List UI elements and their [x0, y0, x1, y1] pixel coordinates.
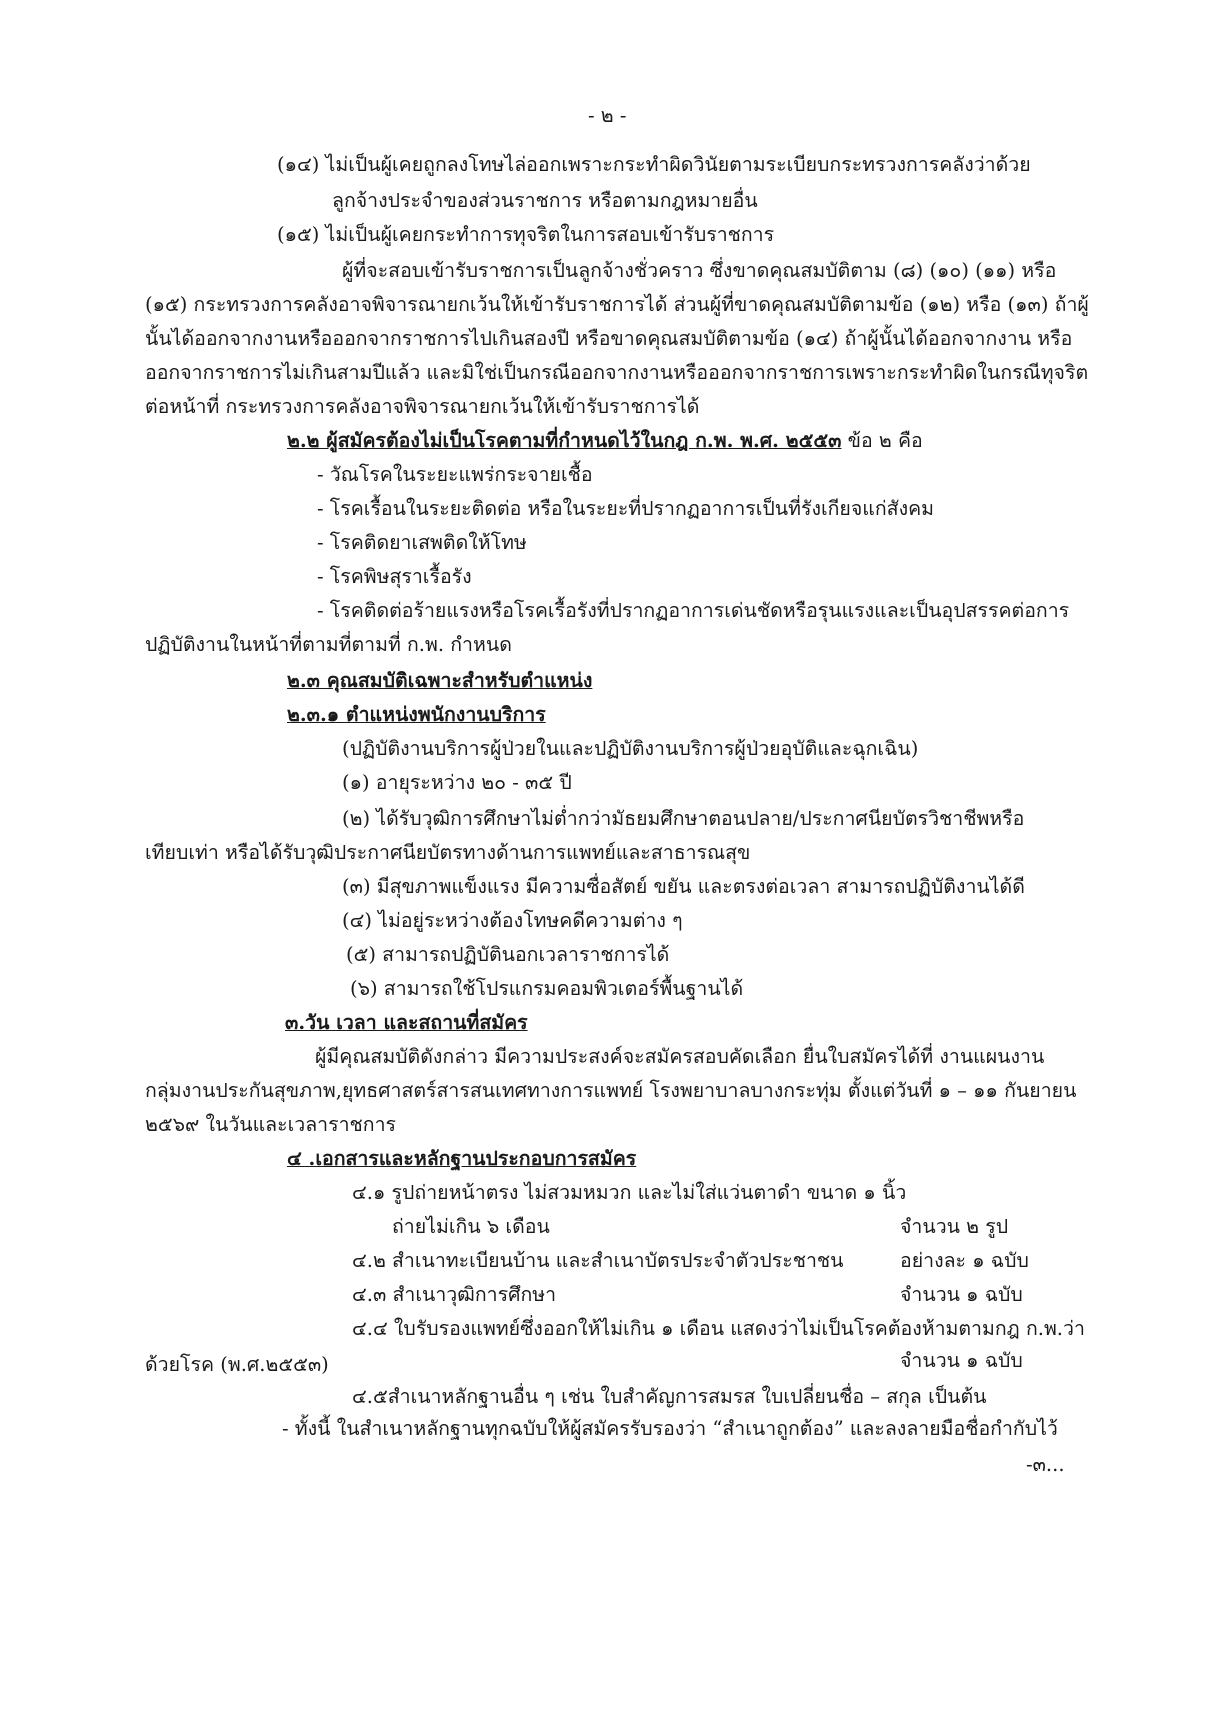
- disease-item-3: - โรคติดยาเสพติดให้โทษ: [317, 531, 527, 554]
- document-4-3-amount: จำนวน ๑ ฉบับ: [900, 1283, 1023, 1306]
- exemption-paragraph-line-1: ผู้ที่จะสอบเข้ารับราชการเป็นลูกจ้างชั่วคราว ซึ่งขาดคุณสมบัติตาม (๘) (๑๐) (๑๑) หรือ: [342, 259, 1057, 282]
- exemption-paragraph-line-2: (๑๕) กระทรวงการคลังอาจพิจารณายกเว้นให้เข้ารับราชการได้ ส่วนผู้ที่ขาดคุณสมบัติตามข้อ (๑๒) หรือ (๑๓) ถ้าผู้: [145, 293, 1089, 316]
- section-2-2-tail: ข้อ ๒ คือ: [841, 429, 923, 452]
- exemption-paragraph-line-4: ออกจากราชการไม่เกินสามปีแล้ว และมิใช่เป็นกรณีออกจากงานหรือออกจากราชการเพราะกระทำผิดในกรณีทุจริต: [145, 361, 1089, 384]
- section-2-2-heading: [287, 428, 923, 454]
- document-4-4-amount: จำนวน ๑ ฉบับ: [900, 1349, 1023, 1372]
- qualification-14-line-1: (๑๔) ไม่เป็นผู้เคยถูกลงโทษไล่ออกเพราะกระทำผิดวินัยตามระเบียบกระทรวงการคลังว่าด้วย: [277, 153, 1031, 176]
- document-4-2: ๔.๒ สำเนาทะเบียนบ้าน และสำเนาบัตรประจำตัวประชาชน: [352, 1249, 844, 1272]
- document-4-4-line-1: ๔.๔ ใบรับรองแพทย์ซึ่งออกให้ไม่เกิน ๑ เดือน แสดงว่าไม่เป็นโรคต้องห้ามตามกฎ ก.พ.ว่า: [352, 1317, 1085, 1340]
- section-2-3-1-heading: ๒.๓.๑ ตำแหน่งพนักงานบริการ: [287, 703, 546, 726]
- section-2-2-title: ๒.๒ ผู้สมัครต้องไม่เป็นโรคตามที่กำหนดไว้ในกฎ ก.พ. พ.ศ. ๒๕๕๓: [287, 429, 842, 452]
- spec-item-2-line-2: เทียบเท่า หรือได้รับวุฒิประกาศนียบัตรทางด้านการแพทย์และสาธารณสุข: [145, 841, 751, 864]
- disease-item-5-line-2: ปฏิบัติงานในหน้าที่ตามที่ตามที่ ก.พ. กำหนด: [145, 633, 512, 656]
- application-paragraph-line-1: ผู้มีคุณสมบัติดังกล่าว มีความประสงค์จะสมัครสอบคัดเลือก ยื่นใบสมัครได้ที่ งานแผนงาน: [315, 1045, 1045, 1068]
- exemption-paragraph-line-3: นั้นได้ออกจากงานหรือออกจากราชการไปเกินสองปี หรือขาดคุณสมบัติตามข้อ (๑๔) ถ้าผู้นั้นได้ออกจากงาน หรือ: [145, 327, 1073, 350]
- disease-item-4: - โรคพิษสุราเรื้อรัง: [317, 565, 472, 588]
- application-paragraph-line-3: ๒๕๖๙ ในวันและเวลาราชการ: [145, 1113, 396, 1136]
- page-number: - ๒ -: [588, 104, 627, 127]
- next-page-marker: -๓...: [1026, 1453, 1065, 1476]
- document-4-2-amount: อย่างละ ๑ ฉบับ: [900, 1249, 1029, 1272]
- section-3-heading: ๓.วัน เวลา และสถานที่สมัคร: [285, 1011, 528, 1034]
- spec-item-5: (๕) สามารถปฏิบัตินอกเวลาราชการได้: [346, 943, 670, 966]
- section-4-heading: ๔ .เอกสารและหลักฐานประกอบการสมัคร: [287, 1147, 637, 1170]
- spec-item-2-line-1: (๒) ได้รับวุฒิการศึกษาไม่ต่ำกว่ามัธยมศึกษาตอนปลาย/ประกาศนียบัตรวิชาชีพหรือ: [342, 807, 1025, 830]
- qualification-14-line-2: ลูกจ้างประจำของส่วนราชการ หรือตามกฎหมายอื่น: [332, 189, 758, 212]
- spec-item-3: (๓) มีสุขภาพแข็งแรง มีความซื่อสัตย์ ขยัน และตรงต่อเวลา สามารถปฏิบัติงานได้ดี: [342, 875, 1025, 898]
- document-4-1-line-1: ๔.๑ รูปถ่ายหน้าตรง ไม่สวมหมวก และไม่ใส่แว่นตาดำ ขนาด ๑ นิ้ว: [352, 1181, 907, 1204]
- spec-item-4: (๔) ไม่อยู่ระหว่างต้องโทษคดีความต่าง ๆ: [342, 909, 683, 932]
- qualification-15: (๑๕) ไม่เป็นผู้เคยกระทำการทุจริตในการสอบเข้ารับราชการ: [277, 223, 775, 246]
- disease-item-5-line-1: - โรคติดต่อร้ายแรงหรือโรคเรื้อรังที่ปรากฏอาการเด่นชัดหรือรุนแรงและเป็นอุปสรรคต่อการ: [317, 599, 1070, 622]
- disease-item-2: - โรคเรื้อนในระยะติดต่อ หรือในระยะที่ปรากฏอาการเป็นที่รังเกียจแก่สังคม: [317, 497, 934, 520]
- document-4-1-amount: จำนวน ๒ รูป: [900, 1215, 1009, 1238]
- position-scope: (ปฏิบัติงานบริการผู้ป่วยในและปฏิบัติงานบริการผู้ป่วยอุบัติและฉุกเฉิน): [342, 737, 919, 760]
- exemption-paragraph-line-5: ต่อหน้าที่ กระทรวงการคลังอาจพิจารณายกเว้นให้เข้ารับราชการได้: [145, 395, 700, 418]
- application-paragraph-line-2: กลุ่มงานประกันสุขภาพ,ยุทธศาสตร์สารสนเทศทางการแพทย์ โรงพยาบาลบางกระทุ่ม ตั้งแต่วันที่ ๑ – ๑๑ กันยายน: [145, 1079, 1077, 1102]
- document-4-4-line-2: ด้วยโรค (พ.ศ.๒๕๕๓): [145, 1353, 329, 1376]
- document-4-5: ๔.๕สำเนาหลักฐานอื่น ๆ เช่น ใบสำคัญการสมรส ใบเปลี่ยนชื่อ – สกุล เป็นต้น: [352, 1385, 987, 1408]
- disease-item-1: - วัณโรคในระยะแพร่กระจายเชื้อ: [317, 463, 593, 486]
- spec-item-1: (๑) อายุระหว่าง ๒๐ - ๓๕ ปี: [342, 771, 572, 794]
- section-2-3-heading: ๒.๓ คุณสมบัติเฉพาะสำหรับตำแหน่ง: [287, 669, 593, 692]
- document-4-3: ๔.๓ สำเนาวุฒิการศึกษา: [352, 1283, 557, 1306]
- spec-item-6: (๖) สามารถใช้โปรแกรมคอมพิวเตอร์พื้นฐานได้: [350, 977, 744, 1000]
- certification-note: - ทั้งนี้ ในสำเนาหลักฐานทุกฉบับให้ผู้สมัครรับรองว่า “สำเนาถูกต้อง” และลงลายมือชื่อกำกับไว้: [282, 1417, 1058, 1440]
- document-4-1-line-2: ถ่ายไม่เกิน ๖ เดือน: [392, 1215, 550, 1238]
